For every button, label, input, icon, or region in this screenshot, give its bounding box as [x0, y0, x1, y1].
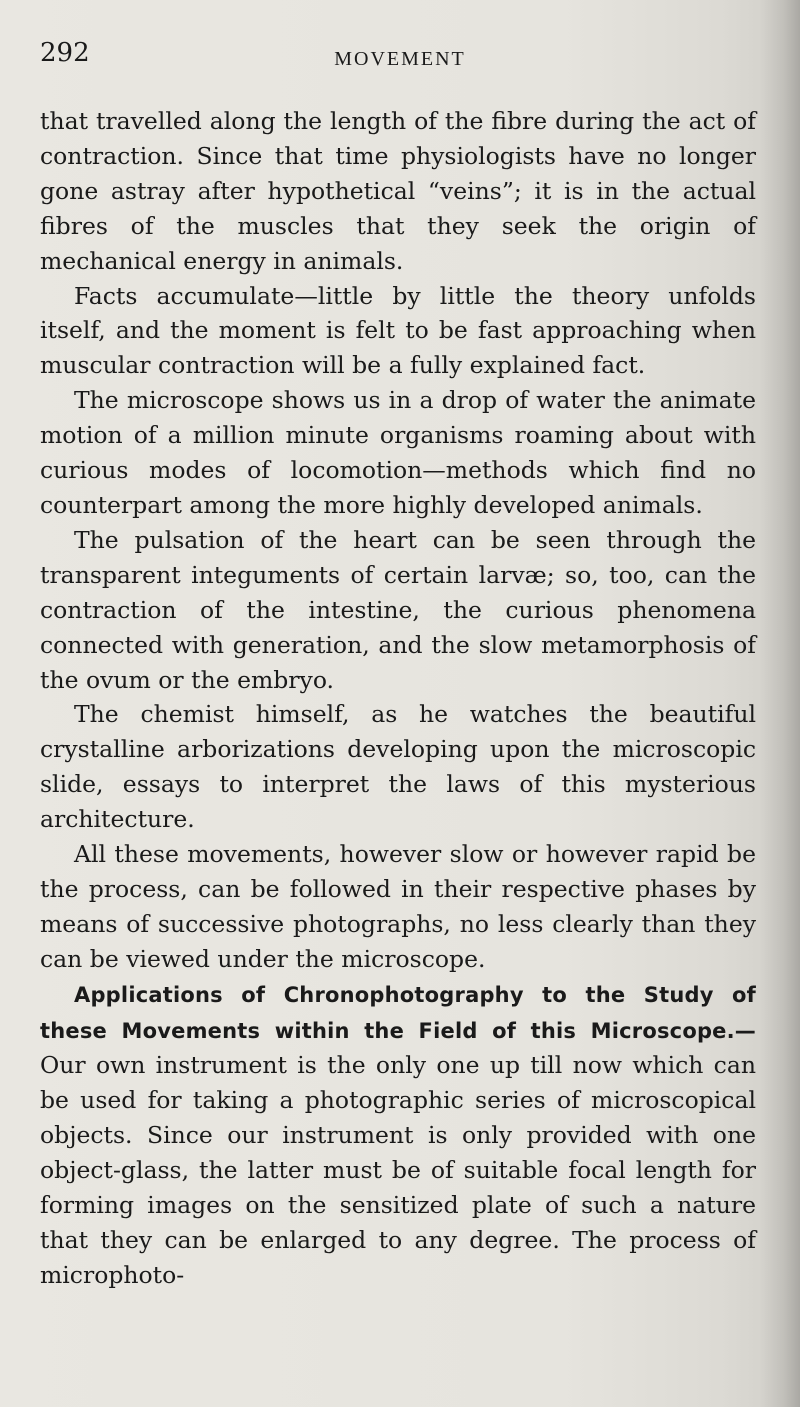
body-text — [40, 104, 756, 1293]
paragraph-continued: that travelled along the length of the fibre during the act of contraction. Since that time physiologists have no longer gone astray after hypothetical “veins”; it is in the actual fibres of the muscles that they seek the origin of mechanical energy in animals. — [40, 107, 756, 275]
paragraph: Facts accumulate—little by little the theory unfolds itself, and the moment is felt to be fast approaching when muscular contraction will be a fully explained fact. — [40, 281, 756, 380]
page-number: 292 — [40, 38, 90, 68]
paragraph: All these movements, however slow or however rapid be the process, can be followed in their respective phases by means of successive photographs, no less clearly than they can be viewed under the microscope. — [40, 840, 756, 973]
paragraph-text: Our own instrument is the only one up till now which can be used for taking a photographic series of microscopical objects. Since our instrument is only provided with one object-glass, the latter must be of suitable focal length for forming images on the sensitized plate of such a nature that they can be enlarged to any degree. The process of microphoto- — [40, 1051, 756, 1289]
running-head: MOVEMENT — [334, 48, 466, 70]
paragraph-with-run-in-heading — [40, 977, 756, 1293]
paragraph: The pulsation of the heart can be seen through the transparent integuments of certain larvæ; so, too, can the contraction of the intestine, the curious phenomena connected with generation, and the slow metamorphosis of the ovum or the embryo. — [40, 525, 756, 694]
paragraph: The chemist himself, as he watches the beautiful crystalline arborizations developing upon the microscopic slide, essays to interpret the laws of this mysterious architecture. — [40, 700, 756, 834]
section-heading: Applications of Chronophotography to the Study of these Movements within the Field of this Microscope.— — [40, 982, 756, 1043]
page-header — [40, 38, 760, 78]
page-edge-shadow — [760, 0, 800, 1407]
paragraph: The microscope shows us in a drop of water the animate motion of a million minute organisms roaming about with curious modes of locomotion—methods which find no counterpart among the more highly developed animals. — [40, 386, 756, 519]
